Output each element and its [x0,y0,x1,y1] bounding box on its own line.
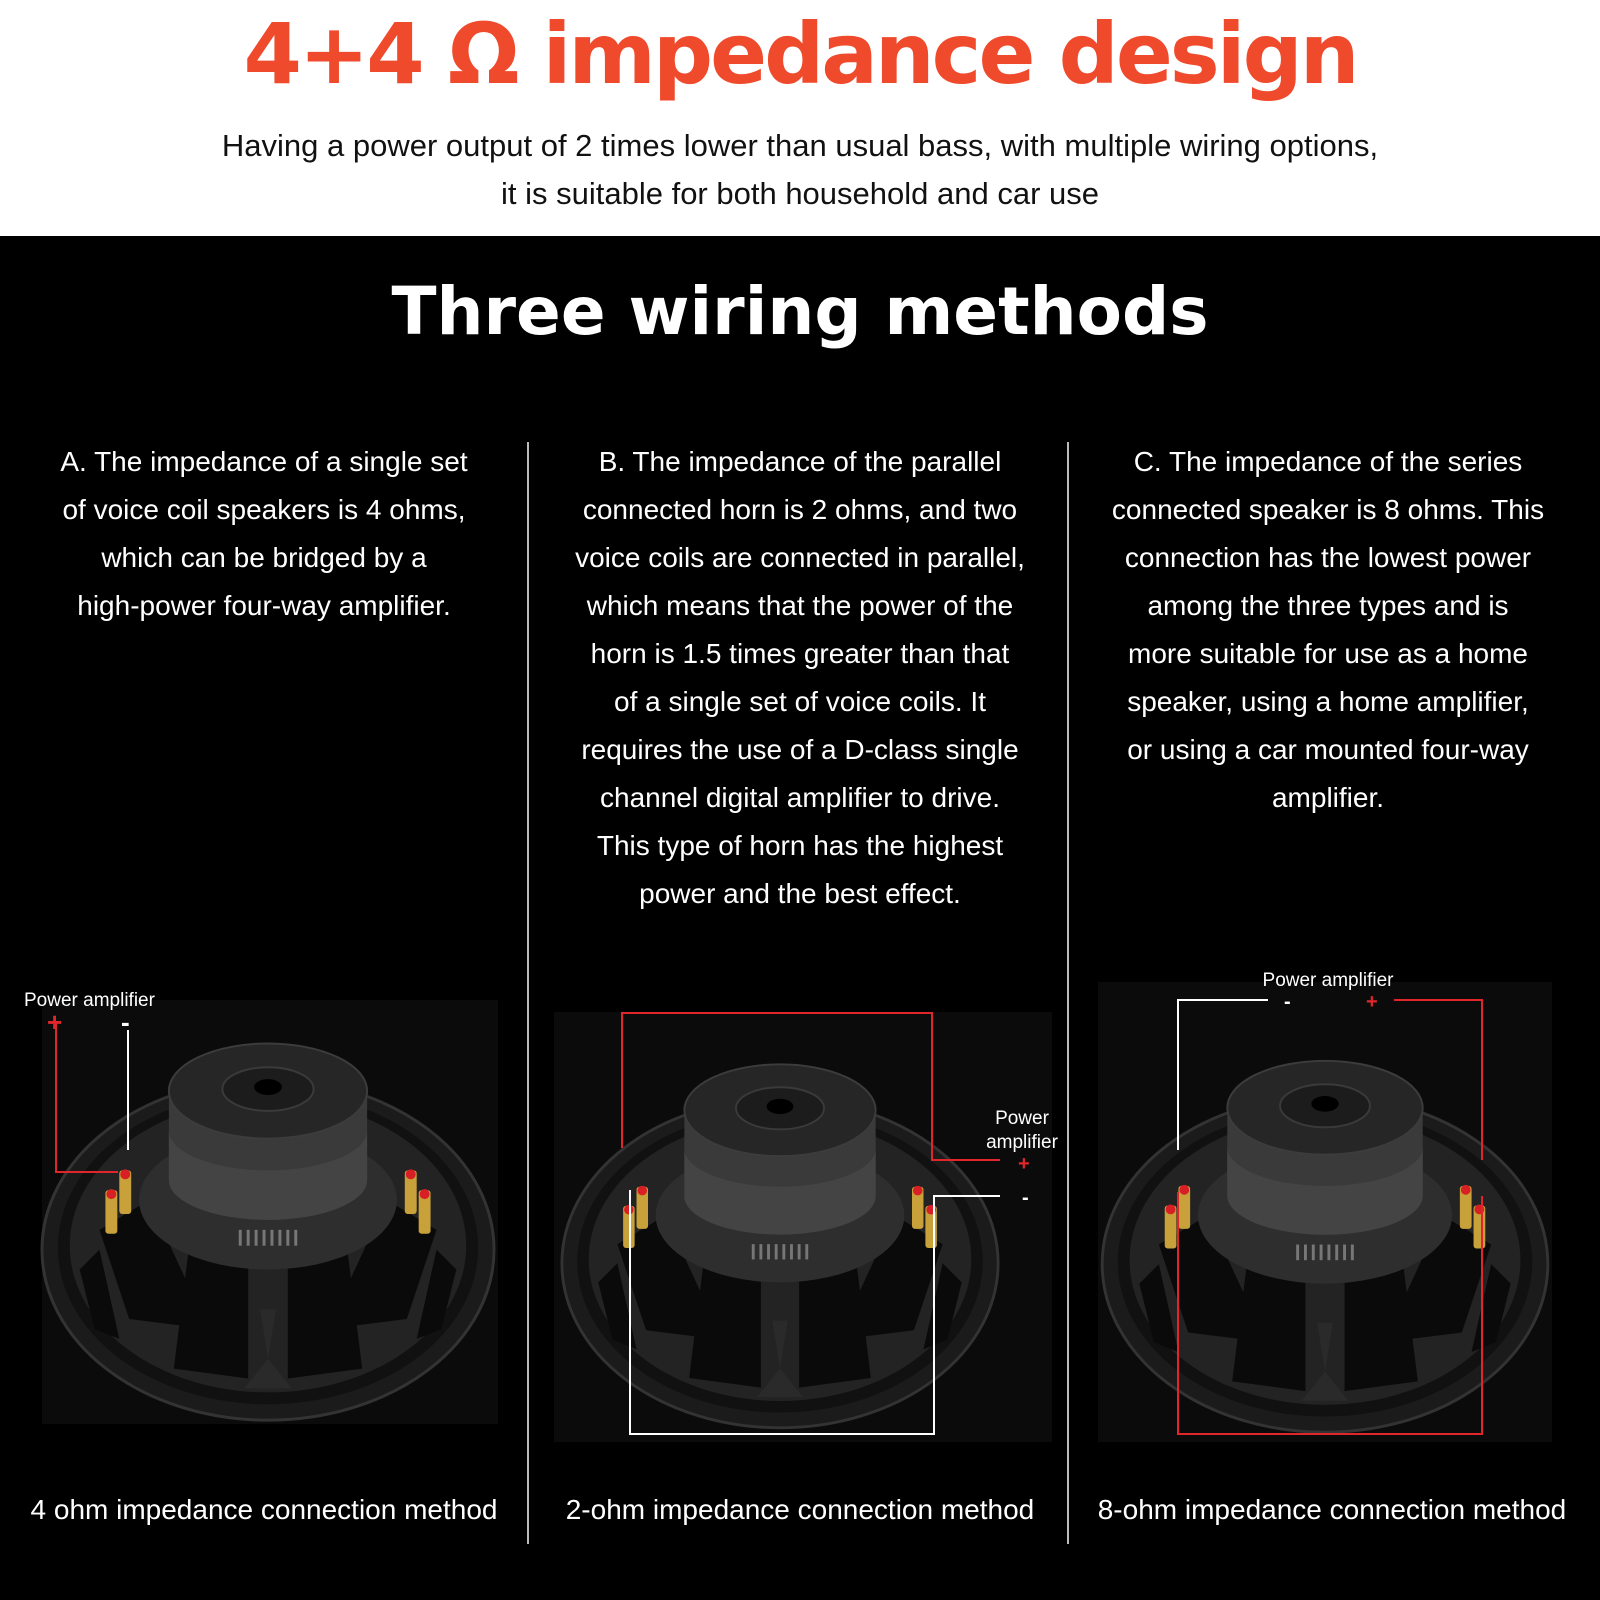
description-line: high-power four-way amplifier. [77,590,451,621]
description-line: C. The impedance of the series [1133,446,1523,477]
minus-sign: - [1284,991,1291,1013]
description-line: of voice coil speakers is 4 ohms, [62,494,466,525]
caption-a: 4 ohm impedance connection method [30,1494,498,1525]
description-line: This type of horn has the highest [596,830,1004,861]
wiring-diagrams [0,960,1600,1460]
wiring-diagrams-svg [0,960,1600,1460]
plus-sign: + [47,1007,63,1037]
description-line: among the three types and is [1147,590,1509,621]
caption-b: 2-ohm impedance connection method [565,1494,1035,1525]
caption-c: 8-ohm impedance connection method [1097,1494,1567,1525]
description-line: requires the use of a D-class single [581,734,1019,765]
description-b [548,438,1052,918]
description-line: power and the best effect. [639,878,961,909]
plus-sign: + [1018,1153,1030,1175]
amplifier-label-line: amplifier [986,1132,1058,1153]
description-a [14,438,514,630]
description-line: or using a car mounted four-way [1127,734,1529,765]
subtitle-line: Having a power output of 2 times lower than usual bass, with multiple wiring options, [221,128,1379,163]
description-c [1082,438,1574,822]
description-line: voice coils are connected in parallel, [575,542,1025,573]
description-line: A. The impedance of a single set [60,446,468,477]
amplifier-label: Power amplifier [1262,970,1394,991]
description-line: connected horn is 2 ohms, and two [582,494,1018,525]
minus-sign: - [121,1007,130,1037]
subtitle-line: it is suitable for both household and car use [501,176,1099,211]
description-line: of a single set of voice coils. It [614,686,986,717]
description-line: amplifier. [1271,782,1385,813]
description-line: horn is 1.5 times greater than that [590,638,1010,669]
minus-sign: - [1022,1187,1029,1209]
plus-sign: + [1366,991,1378,1013]
description-line: channel digital amplifier to drive. [600,782,1000,813]
description-line: connected speaker is 8 ohms. This [1111,494,1545,525]
description-line: connection has the lowest power [1124,542,1532,573]
main-title: 4+4 Ω impedance design [243,5,1357,103]
description-line: which means that the power of the [586,590,1014,621]
header-banner [0,0,1600,236]
speaker-diagram-a [24,990,498,1424]
description-line: speaker, using a home amplifier, [1127,686,1529,717]
speaker-diagram-b [554,1012,1059,1442]
subtitle [100,122,1500,218]
description-line: which can be bridged by a [101,542,427,573]
description-line: B. The impedance of the parallel [598,446,1002,477]
section-title: Three wiring methods [391,273,1209,350]
description-line: more suitable for use as a home [1128,638,1528,669]
amplifier-label-line: Power [995,1108,1049,1129]
speaker-diagram-c [1098,970,1552,1442]
amplifier-label: Power amplifier [24,990,155,1011]
